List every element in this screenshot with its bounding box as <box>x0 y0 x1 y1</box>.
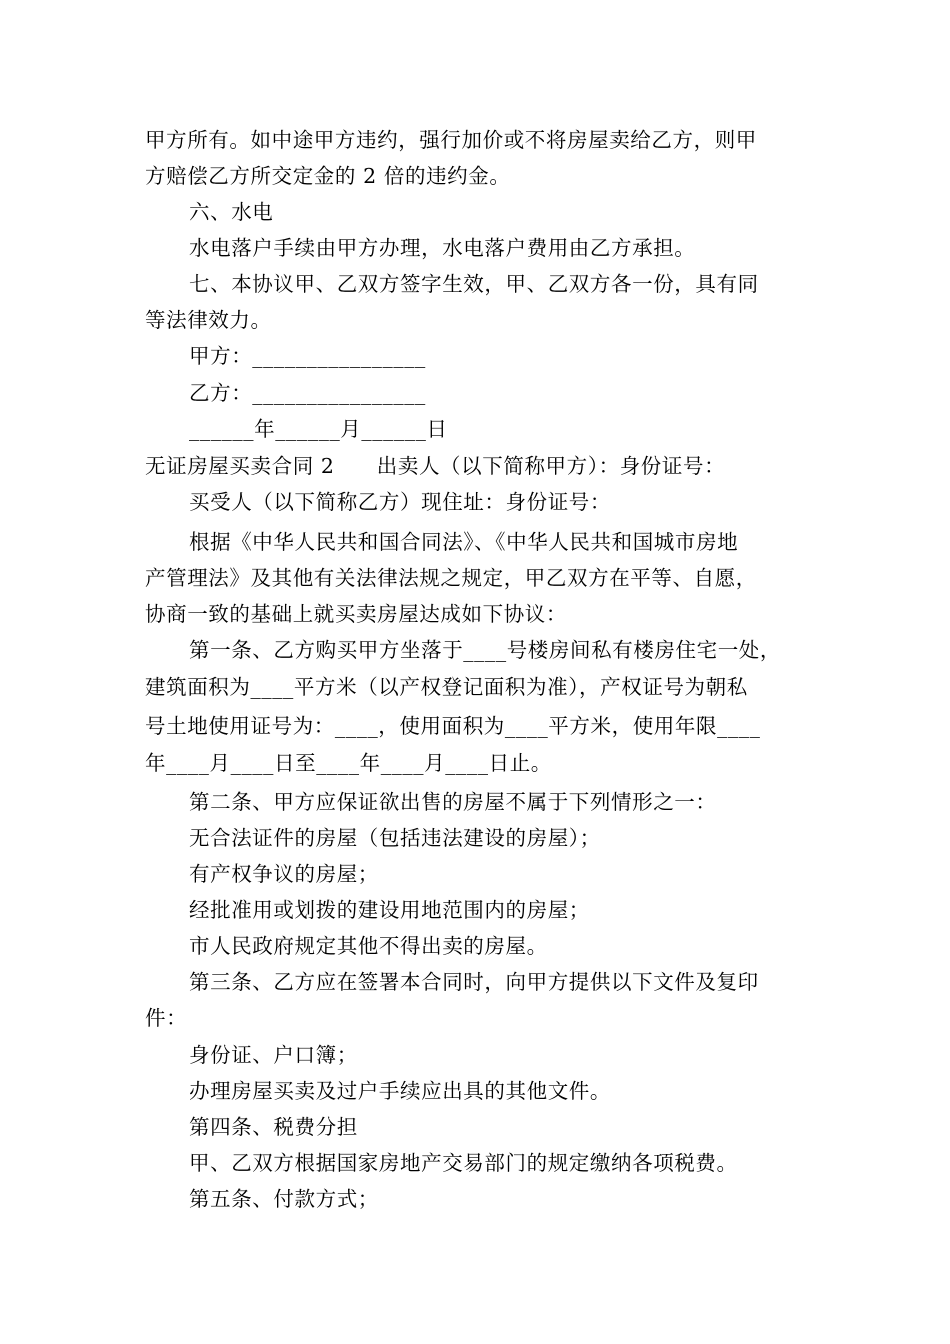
signature-party-b: 乙方：________________ <box>189 381 426 405</box>
signature-date: ______年______月______日 <box>189 417 448 441</box>
paragraph-line: 协商一致的基础上就买卖房屋达成如下协议： <box>145 602 567 626</box>
paragraph-line: 甲、乙双方根据国家房地产交易部门的规定缴纳各项税费。 <box>189 1151 738 1175</box>
paragraph-line: 年____月____日至____年____月____日止。 <box>145 751 552 775</box>
article-heading: 第四条、税费分担 <box>189 1115 358 1139</box>
list-item: 身份证、户口簿； <box>189 1043 358 1067</box>
section-heading: 六、水电 <box>189 200 274 224</box>
list-item: 经批准用或划拨的建设用地范围内的房屋； <box>189 898 590 922</box>
paragraph-line: 产管理法》及其他有关法律法规之规定，甲乙双方在平等、自愿， <box>145 566 757 590</box>
article-heading: 第五条、付款方式； <box>189 1187 379 1211</box>
paragraph-line: 等法律效力。 <box>145 308 272 332</box>
paragraph-line: 号土地使用证号为：____，使用面积为____平方米，使用年限____ <box>145 714 761 738</box>
list-item: 市人民政府规定其他不得出卖的房屋。 <box>189 934 548 958</box>
paragraph-line: 甲方所有。如中途甲方违约，强行加价或不将房屋卖给乙方，则甲 <box>145 128 757 152</box>
signature-party-a: 甲方：________________ <box>189 344 426 368</box>
list-item: 办理房屋买卖及过户手续应出具的其他文件。 <box>189 1079 611 1103</box>
paragraph-line: 第一条、乙方购买甲方坐落于____号楼房间私有楼房住宅一处， <box>189 638 781 662</box>
article-heading: 第二条、甲方应保证欲出售的房屋不属于下列情形之一： <box>189 790 717 814</box>
paragraph-line: 方赔偿乙方所交定金的 2 倍的违约金。 <box>145 164 511 188</box>
paragraph-line: 建筑面积为____平方米（以产权登记面积为准），产权证号为朝私 <box>145 675 748 699</box>
paragraph-line: 根据《中华人民共和国合同法》、《中华人民共和国城市房地 <box>189 530 739 554</box>
paragraph-line: 买受人（以下简称乙方）现住址：身份证号： <box>189 490 611 514</box>
list-item: 无合法证件的房屋（包括违法建设的房屋）； <box>189 826 601 850</box>
paragraph-line: 七、本协议甲、乙双方签字生效，甲、乙双方各一份，具有同 <box>189 272 759 296</box>
list-item: 有产权争议的房屋； <box>189 862 379 886</box>
paragraph-line: 水电落户手续由甲方办理，水电落户费用由乙方承担。 <box>189 236 696 260</box>
article-heading: 第三条、乙方应在签署本合同时，向甲方提供以下文件及复印 <box>189 970 759 994</box>
paragraph-line: 件： <box>145 1006 188 1030</box>
document-title-line: 无证房屋买卖合同 2 出卖人（以下简称甲方）：身份证号： <box>145 454 726 478</box>
